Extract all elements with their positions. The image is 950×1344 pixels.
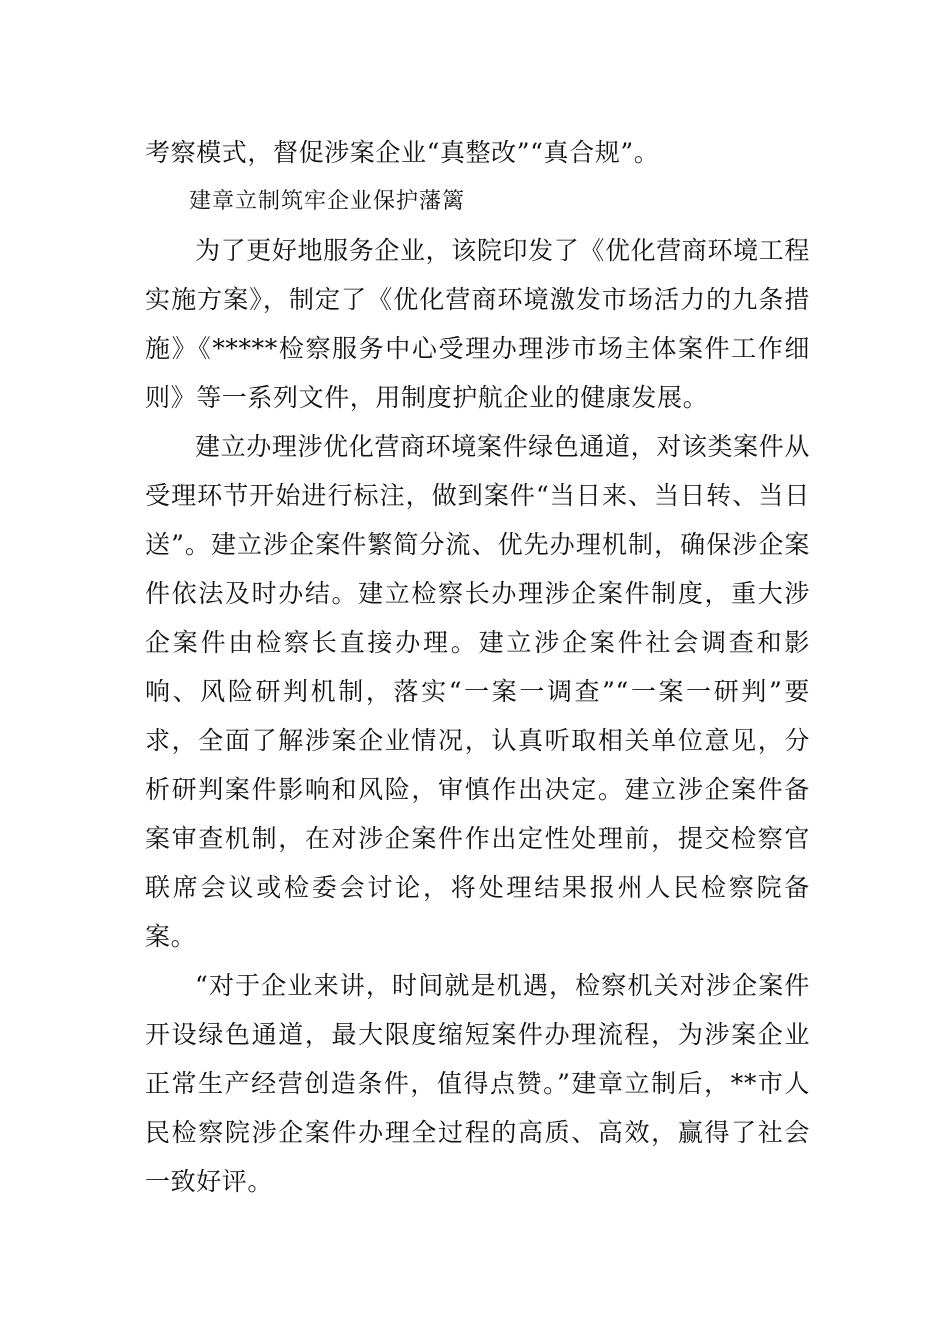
paragraph-continuation: 考察模式，督促涉案企业“真整改”“真合规”。 [145, 138, 660, 167]
document-body [145, 128, 810, 1206]
paragraph-mechanisms: 建立办理涉优化营商环境案件绿色通道，对该类案件从受理环节开始进行标注，做到案件“当日来、当日转、当日送”。建立涉企案件繁简分流、优先办理机制，确保涉企案件依法及时办结。建立检察长办理涉企案件制度，重大涉企案件由检察长直接办理。建立涉企案件社会调查和影响、风险研判机制，落实“一案一调查”“一案一研判”要求，全面了解涉案企业情况，认真听取相关单位意见，分析研判案件影响和风险，审慎作出决定。建立涉企案件备案审查机制，在对涉企案件作出定性处理前，提交检察官联席会议或检委会讨论，将处理结果报州人民检察院备案。 [145, 432, 810, 951]
paragraph-quote: “对于企业来讲，时间就是机遇，检察机关对涉企案件开设绿色通道，最大限度缩短案件办理流程，为涉案企业正常生产经营创造条件，值得点赞。”建章立制后，**市人民检察院涉企案件办理全过程的高质、高效，赢得了社会一致好评。 [145, 971, 810, 1196]
paragraph-documents: 为了更好地服务企业，该院印发了《优化营商环境工程实施方案》，制定了《优化营商环境激发市场活力的九条措施》《*****检察服务中心受理办理涉市场主体案件工作细则》等一系列文件，用制度护航企业的健康发展。 [145, 236, 810, 412]
section-heading: 建章立制筑牢企业保护藩篱 [189, 189, 466, 214]
